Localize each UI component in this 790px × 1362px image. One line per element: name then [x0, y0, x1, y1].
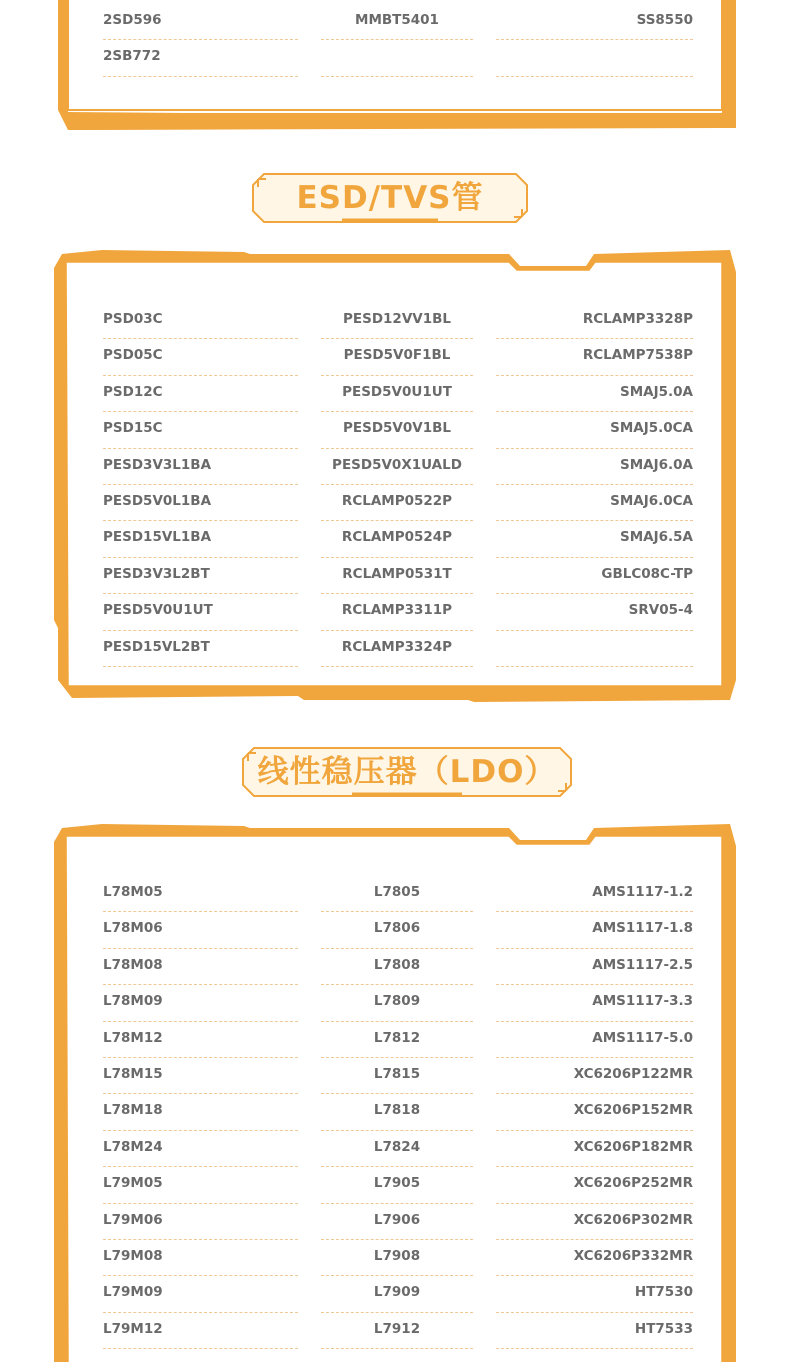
table-row: [103, 1276, 693, 1312]
part-number-cell: L78M05: [103, 876, 298, 912]
table-row: [103, 412, 693, 448]
table-row: [103, 985, 693, 1021]
part-number-cell: SS8550: [496, 4, 693, 40]
table-row: [103, 521, 693, 557]
part-number-cell: RCLAMP3328P: [496, 303, 693, 339]
part-number-cell: AMS1117-5.0: [496, 1022, 693, 1058]
part-number-cell: PESD15VL1BA: [103, 521, 298, 557]
part-number-cell: L7818: [321, 1094, 473, 1130]
part-number-cell: AMS1117-2.5: [496, 949, 693, 985]
part-number-cell: SMAJ6.0A: [496, 449, 693, 485]
part-number-cell: PESD12VV1BL: [321, 303, 473, 339]
table-row: [103, 449, 693, 485]
part-number-cell: L79M06: [103, 1204, 298, 1240]
part-number-cell: L7824: [321, 1131, 473, 1167]
part-number-cell: L79M05: [103, 1167, 298, 1203]
part-number-cell: PSD03C: [103, 303, 298, 339]
part-number-cell: SMAJ6.5A: [496, 521, 693, 557]
table-row: [103, 339, 693, 375]
part-number-cell: AMS1117-1.2: [496, 876, 693, 912]
part-number-cell: PESD3V3L2BT: [103, 558, 298, 594]
part-number-cell: HT7530: [496, 1276, 693, 1312]
part-number-cell: L7912: [321, 1313, 473, 1349]
table-row: [103, 1094, 693, 1130]
part-number-cell: XC6206P332MR: [496, 1240, 693, 1276]
part-number-cell: L7812: [321, 1022, 473, 1058]
part-number-cell: PSD12C: [103, 376, 298, 412]
part-number-cell: L7808: [321, 949, 473, 985]
part-number-cell: PESD5V0U1UT: [103, 594, 298, 630]
table-row: [103, 594, 693, 630]
part-number-cell: GBLC08C-TP: [496, 558, 693, 594]
part-number-cell: L78M24: [103, 1131, 298, 1167]
part-number-cell: RCLAMP3324P: [321, 631, 473, 667]
part-number-cell: PSD05C: [103, 339, 298, 375]
part-number-cell: MMBT5401: [321, 4, 473, 40]
part-number-cell: L78M09: [103, 985, 298, 1021]
part-number-cell: XC6206P122MR: [496, 1058, 693, 1094]
part-number-cell: RCLAMP0531T: [321, 558, 473, 594]
part-number-cell: L78M06: [103, 912, 298, 948]
part-number-cell: L7805: [321, 876, 473, 912]
table-row: [103, 40, 693, 76]
part-number-cell: L7815: [321, 1058, 473, 1094]
part-number-cell: PESD5V0X1UALD: [321, 449, 473, 485]
panel-esd-tvs: [54, 248, 736, 704]
part-number-cell: L78M08: [103, 949, 298, 985]
part-number-cell: L79M12: [103, 1313, 298, 1349]
part-number-cell: XC6206P182MR: [496, 1131, 693, 1167]
part-number-cell: RCLAMP3311P: [321, 594, 473, 630]
section-heading-esd-tvs: [252, 173, 528, 223]
panel-transistors: [54, 0, 736, 132]
part-number-cell: [496, 40, 693, 76]
part-number-cell: L7809: [321, 985, 473, 1021]
part-number-cell: AMS1117-1.8: [496, 912, 693, 948]
table-row: [103, 876, 693, 912]
section-title: ESD/TVS管: [296, 180, 484, 216]
part-number-cell: L7906: [321, 1204, 473, 1240]
part-number-cell: PESD5V0V1BL: [321, 412, 473, 448]
part-number-cell: XC6206P302MR: [496, 1204, 693, 1240]
part-number-cell: [496, 631, 693, 667]
table-row: [103, 485, 693, 521]
table-row: [103, 1131, 693, 1167]
table-row: [103, 1313, 693, 1349]
panel-ldo: [54, 822, 736, 1362]
part-number-cell: SRV05-4: [496, 594, 693, 630]
table-row: [103, 558, 693, 594]
part-number-cell: 2SB772: [103, 40, 298, 76]
part-number-cell: L79M08: [103, 1240, 298, 1276]
table-row: [103, 4, 693, 40]
part-number-cell: AMS1117-3.3: [496, 985, 693, 1021]
table-row: [103, 1240, 693, 1276]
part-number-cell: PESD5V0F1BL: [321, 339, 473, 375]
part-number-cell: L79M09: [103, 1276, 298, 1312]
part-number-cell: RCLAMP0524P: [321, 521, 473, 557]
section-heading-ldo: [242, 747, 572, 797]
table-row: [103, 949, 693, 985]
part-number-cell: L78M12: [103, 1022, 298, 1058]
part-number-cell: XC6206P152MR: [496, 1094, 693, 1130]
part-number-cell: SMAJ5.0A: [496, 376, 693, 412]
part-number-cell: L78M18: [103, 1094, 298, 1130]
part-number-cell: L7908: [321, 1240, 473, 1276]
table-row: [103, 1167, 693, 1203]
table-row: [103, 1022, 693, 1058]
table-row: [103, 912, 693, 948]
part-number-cell: RCLAMP0522P: [321, 485, 473, 521]
part-number-cell: PESD15VL2BT: [103, 631, 298, 667]
part-number-cell: SMAJ6.0CA: [496, 485, 693, 521]
table-row: [103, 1204, 693, 1240]
part-number-cell: SMAJ5.0CA: [496, 412, 693, 448]
table-row: [103, 1058, 693, 1094]
table-row: [103, 631, 693, 667]
part-number-cell: L7909: [321, 1276, 473, 1312]
part-number-cell: L78M15: [103, 1058, 298, 1094]
part-number-cell: HT7533: [496, 1313, 693, 1349]
part-number-cell: PESD3V3L1BA: [103, 449, 298, 485]
part-number-cell: [321, 40, 473, 76]
table-row: [103, 376, 693, 412]
part-number-cell: L7806: [321, 912, 473, 948]
section-title: 线性稳压器（LDO）: [257, 754, 557, 790]
part-number-cell: L7905: [321, 1167, 473, 1203]
part-number-cell: RCLAMP7538P: [496, 339, 693, 375]
part-number-cell: PESD5V0U1UT: [321, 376, 473, 412]
table-row: [103, 303, 693, 339]
part-number-cell: PESD5V0L1BA: [103, 485, 298, 521]
part-number-cell: 2SD596: [103, 4, 298, 40]
part-number-cell: PSD15C: [103, 412, 298, 448]
part-number-cell: XC6206P252MR: [496, 1167, 693, 1203]
